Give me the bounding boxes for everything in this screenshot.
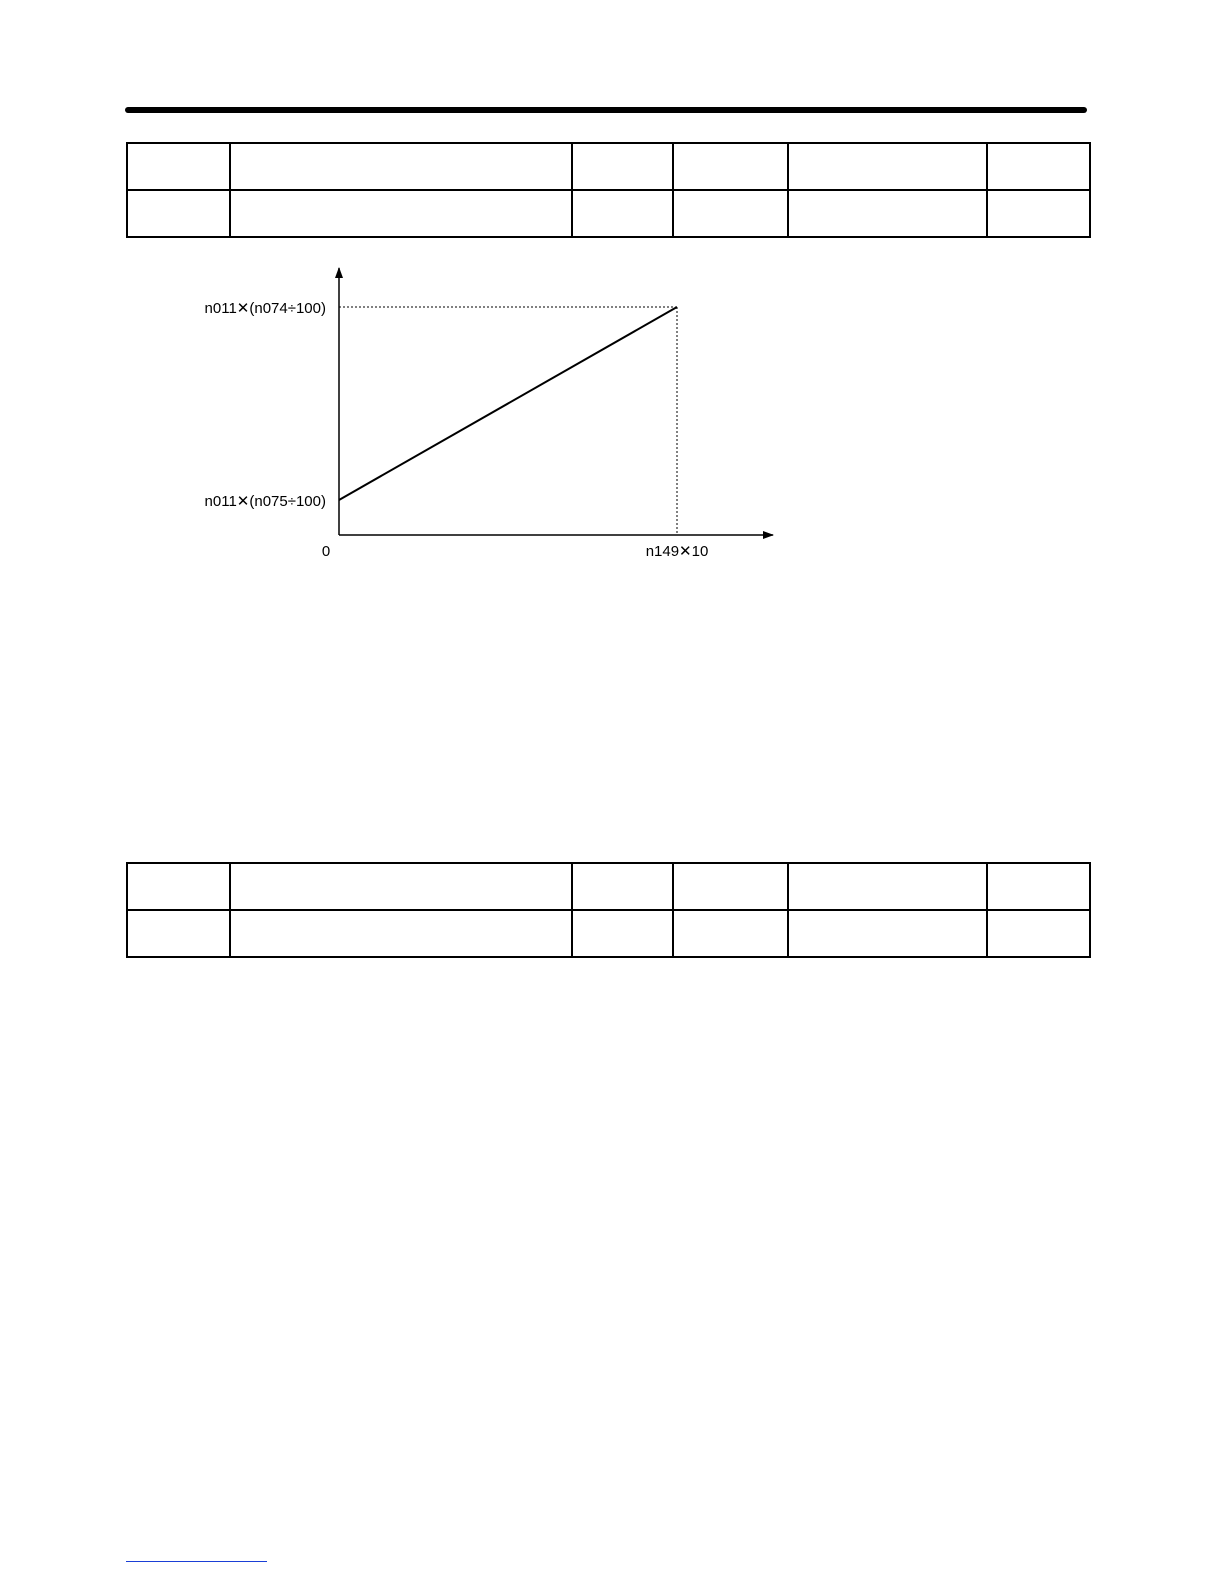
parameter-table (126, 862, 1091, 958)
table-cell (572, 863, 673, 910)
table-cell (127, 863, 230, 910)
x-label-origin: 0 (321, 543, 331, 560)
table-cell (230, 910, 572, 957)
y-label-high: n011✕(n074÷100) (204, 300, 326, 317)
table-cell (673, 863, 788, 910)
table-cell (230, 863, 572, 910)
table-row (127, 910, 1090, 957)
table-cell (572, 910, 673, 957)
table-cell (987, 863, 1090, 910)
y-label-low: n011✕(n075÷100) (204, 493, 326, 510)
table-cell (127, 910, 230, 957)
table-cell (987, 910, 1090, 957)
table-cell (788, 863, 987, 910)
table-cell (673, 910, 788, 957)
table-cell (788, 910, 987, 957)
frequency-graph (0, 0, 1224, 600)
series-line (339, 307, 677, 500)
table-header-row (127, 863, 1090, 910)
x-label-end: n149✕10 (645, 543, 709, 560)
footer-link[interactable] (126, 1561, 267, 1562)
